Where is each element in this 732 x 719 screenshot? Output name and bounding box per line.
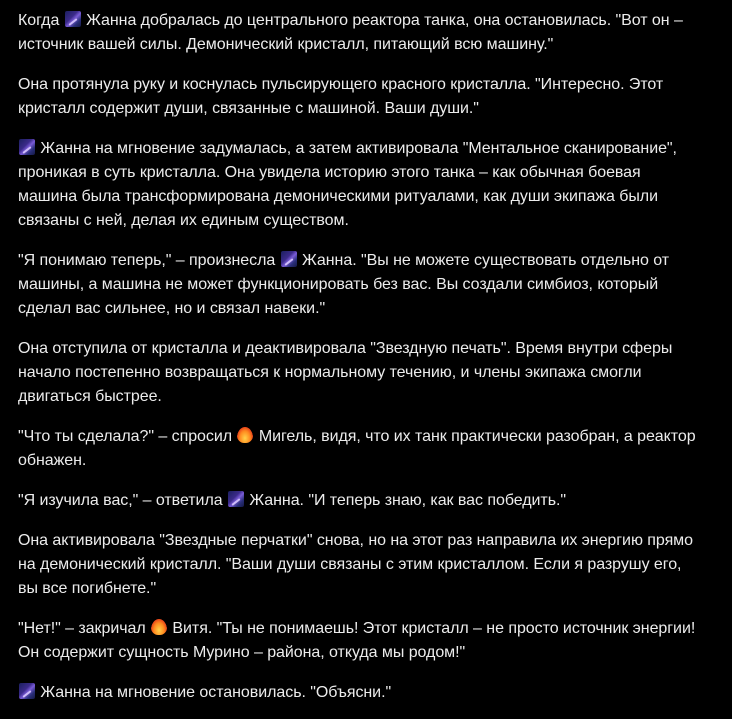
paragraph-text: Она протянула руку и коснулась пульсирующего красного кристалла. "Интересно. Этот кристалл содержит души, связанные с машиной. Ваши души." (18, 76, 664, 117)
story-paragraph (18, 489, 704, 513)
story-paragraph (18, 73, 704, 121)
story-paragraph (18, 681, 704, 705)
story-paragraph (18, 137, 704, 233)
story-paragraph (18, 529, 704, 601)
galaxy-icon (228, 491, 244, 507)
galaxy-icon (65, 11, 81, 27)
story-paragraph (18, 425, 704, 473)
paragraph-text: "Нет!" – закричал (18, 620, 151, 637)
paragraph-text: Она активировала "Звездные перчатки" снова, но на этот раз направила их энергию прямо на демонический кристалл. "Ваши души связаны с этим кристаллом. Если я разрушу его, вы все погибнете." (18, 532, 693, 597)
story-paragraph (18, 337, 704, 409)
paragraph-text: Жанна добралась до центрального реактора танка, она остановилась. "Вот он – источник вашей силы. Демонический кристалл, питающий всю машину." (18, 12, 683, 53)
fire-icon (237, 427, 253, 443)
paragraph-text: Жанна на мгновение задумалась, а затем активировала "Ментальное сканирование", проникая в суть кристалла. Она увидела историю этого танка – как обычная боевая машина была трансформирована демоническими ритуалами, как души экипажа были связаны с ней, делая их единым существом. (18, 140, 677, 229)
galaxy-icon (281, 251, 297, 267)
paragraph-text: Жанна. "Вы не можете существовать отдельно от машины, а машина не может функционировать без вас. Вы создали симбиоз, который сделал вас сильнее, но и связал навеки." (18, 252, 670, 317)
story-paragraph (18, 9, 704, 57)
paragraph-text: Жанна на мгновение остановилась. "Объясни." (36, 684, 392, 701)
galaxy-icon (19, 683, 35, 699)
paragraph-text: "Я понимаю теперь," – произнесла (18, 252, 280, 269)
paragraph-text: Жанна. "И теперь знаю, как вас победить." (244, 492, 567, 509)
galaxy-icon (19, 139, 35, 155)
story-paragraph (18, 617, 704, 665)
story-paragraph (18, 249, 704, 321)
paragraph-text: Она отступила от кристалла и деактивировала "Звездную печать". Время внутри сферы начало постепенно возвращаться к нормальному течению, и члены экипажа смогли двигаться быстрее. (18, 340, 673, 405)
paragraph-text: "Я изучила вас," – ответила (18, 492, 227, 509)
paragraph-text: "Что ты сделала?" – спросил (18, 428, 237, 445)
fire-icon (151, 619, 167, 635)
paragraph-text: Когда (18, 12, 64, 29)
paragraph-text: Витя. "Ты не понимаешь! Этот кристалл – не просто источник энергии! Он содержит сущность Мурино – района, откуда мы родом!" (18, 620, 696, 661)
paragraph-text: Мигель, видя, что их танк практически разобран, а реактор обнажен. (18, 428, 696, 469)
